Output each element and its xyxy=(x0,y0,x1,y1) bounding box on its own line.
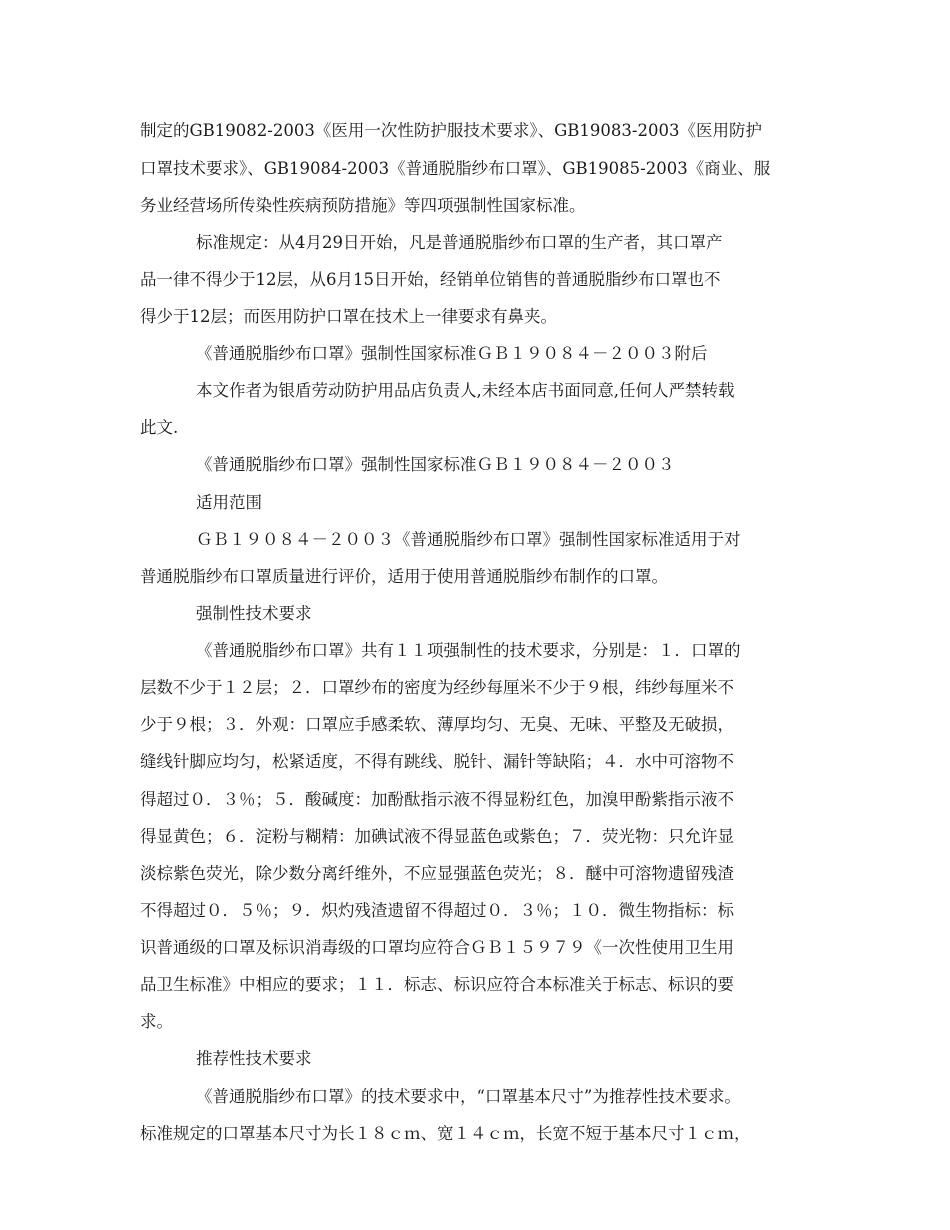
paragraph-line: 得显黄色；６．淀粉与糊精：加碘试液不得显蓝色或紫色；７．荧光物：只允许显 xyxy=(140,827,734,846)
paragraph-line: 少于９根；３．外观：口罩应手感柔软、薄厚均匀、无臭、无味、平整及无破损， xyxy=(140,715,734,734)
paragraph-line: 标准规定：从4月29日开始，凡是普通脱脂纱布口罩的生产者，其口罩产 xyxy=(196,233,723,252)
paragraph-line: 本文作者为银盾劳动防护用品店负责人,未经本店书面同意,任何人严禁转载 xyxy=(196,381,735,400)
paragraph-line: 品卫生标准》中相应的要求；１１．标志、标识应符合本标准关于标志、标识的要 xyxy=(140,975,734,994)
paragraph-line: 普通脱脂纱布口罩质量进行评价，适用于使用普通脱脂纱布制作的口罩。 xyxy=(140,567,668,586)
paragraph-line: 缝线针脚应均匀，松紧适度，不得有跳线、脱针、漏针等缺陷；４．水中可溶物不 xyxy=(140,752,734,771)
paragraph-line: 得少于12层；而医用防护口罩在技术上一律要求有鼻夹。 xyxy=(140,307,557,326)
paragraph-line: 《普通脱脂纱布口罩》强制性国家标准ＧＢ１９０８４－２００３附后 xyxy=(196,344,708,363)
paragraph-line: 标准规定的口罩基本尺寸为长１８ｃｍ、宽１４ｃｍ，长宽不短于基本尺寸１ｃｍ， xyxy=(140,1124,751,1143)
section-heading: 适用范围 xyxy=(196,493,262,512)
section-heading: 推荐性技术要求 xyxy=(196,1049,312,1068)
paragraph-line: 品一律不得少于12层，从6月15日开始，经销单位销售的普通脱脂纱布口罩也不 xyxy=(140,270,721,289)
paragraph-line: ＧＢ１９０８４－２００３《普通脱脂纱布口罩》强制性国家标准适用于对 xyxy=(196,530,741,549)
paragraph-line: 制定的GB19082-2003《医用一次性防护服技术要求》、GB19083-2003《医用防护 xyxy=(140,121,762,140)
paragraph-line: 口罩技术要求》、GB19084-2003《普通脱脂纱布口罩》、GB19085-2003《商业、服 xyxy=(140,159,771,178)
paragraph-line: 求。 xyxy=(140,1012,173,1031)
paragraph-line: 识普通级的口罩及标识消毒级的口罩均应符合ＧＢ１５９７９《一次性使用卫生用 xyxy=(140,938,734,957)
paragraph-line: 《普通脱脂纱布口罩》的技术要求中，“口罩基本尺寸”为推荐性技术要求。 xyxy=(196,1087,741,1106)
paragraph-line: 务业经营场所传染性疾病预防措施》等四项强制性国家标准。 xyxy=(140,196,586,215)
paragraph-line: 得超过０．３％；５．酸碱度：加酚酞指示液不得显粉红色，加溴甲酚紫指示液不 xyxy=(140,790,734,809)
paragraph-line: 《普通脱脂纱布口罩》共有１１项强制性的技术要求，分别是：１．口罩的 xyxy=(196,641,741,660)
paragraph-line: 不得超过０．５％；９．炽灼残渣遗留不得超过０．３％；１０．微生物指标：标 xyxy=(140,901,734,920)
paragraph-line: 此文. xyxy=(140,418,179,437)
paragraph-line: 层数不少于１２层；２．口罩纱布的密度为经纱每厘米不少于９根，纬纱每厘米不 xyxy=(140,678,734,697)
section-heading: 强制性技术要求 xyxy=(196,604,312,623)
paragraph-line: 《普通脱脂纱布口罩》强制性国家标准ＧＢ１９０８４－２００３ xyxy=(196,455,675,474)
paragraph-line: 淡棕紫色荧光，除少数分离纤维外，不应显强蓝色荧光；８．醚中可溶物遗留残渣 xyxy=(140,864,734,883)
